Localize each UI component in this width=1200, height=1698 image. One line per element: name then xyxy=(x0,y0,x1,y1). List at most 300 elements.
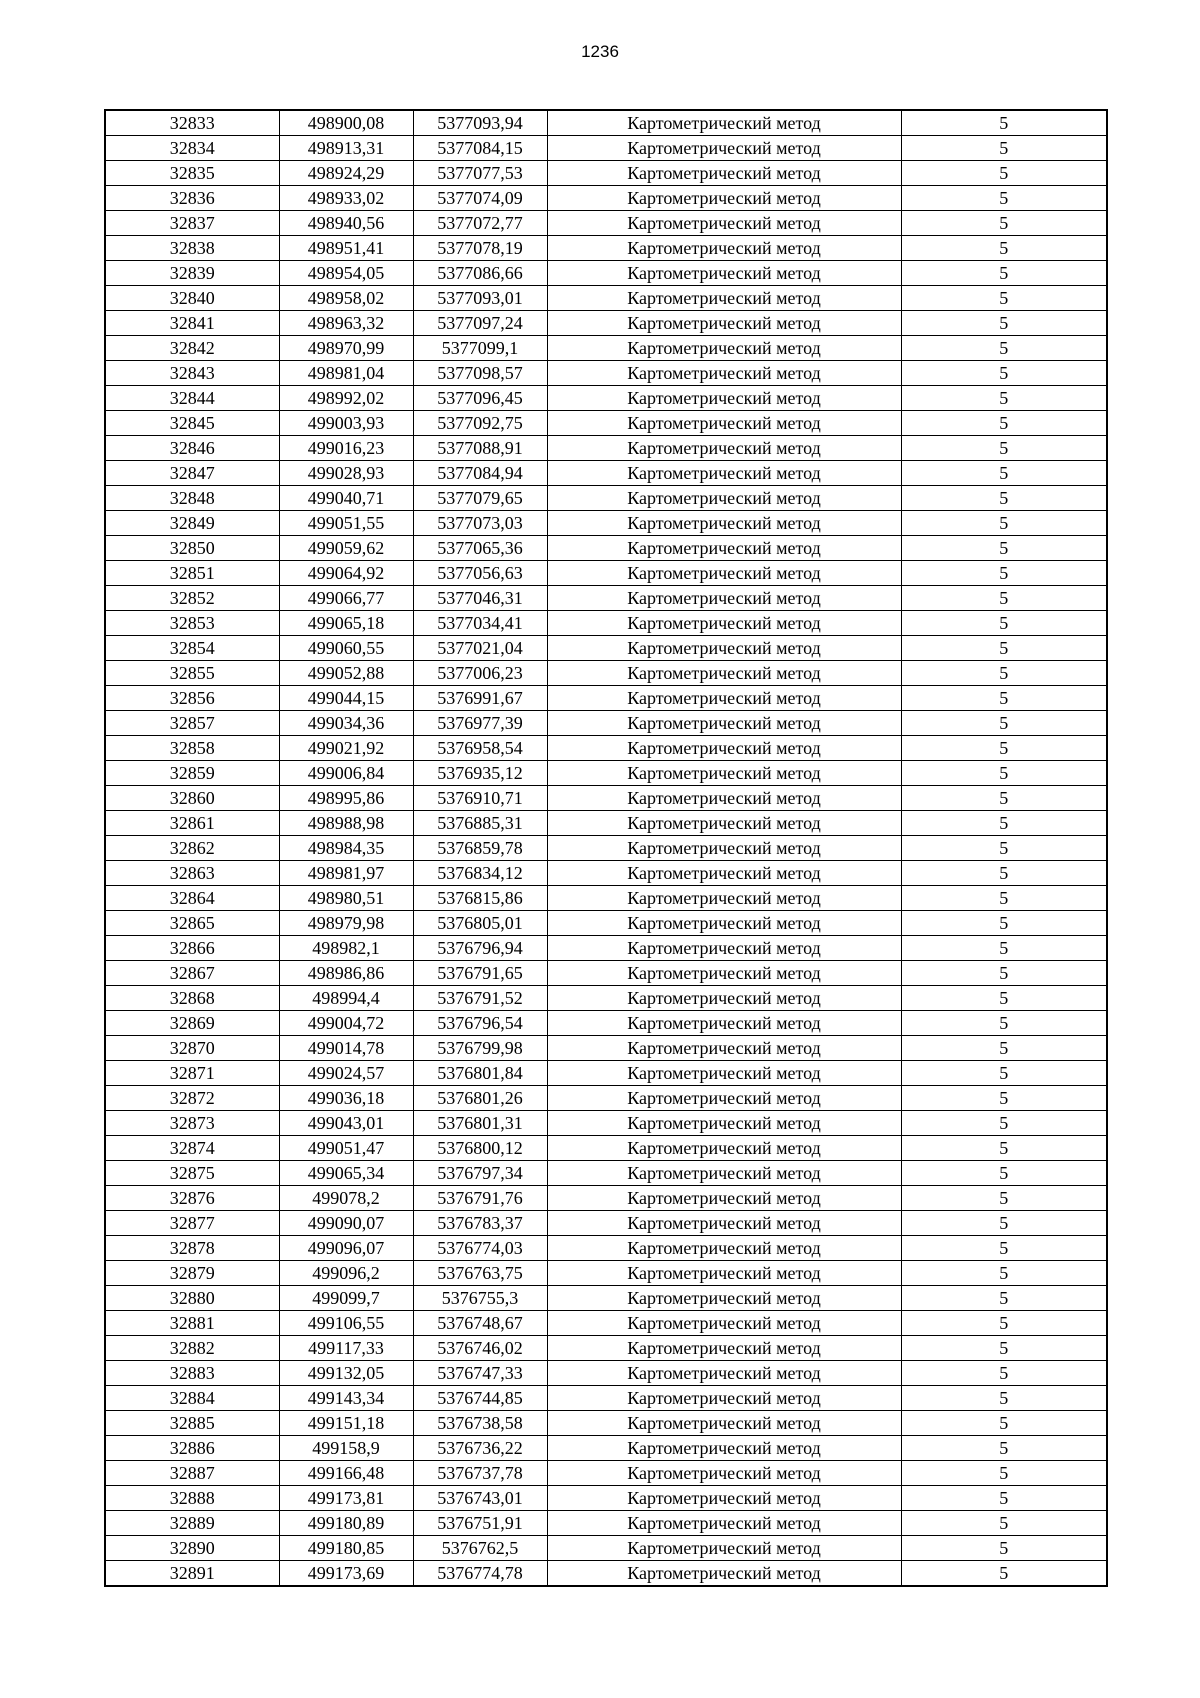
x-coordinate-cell: 499044,15 xyxy=(279,686,413,711)
table-row xyxy=(105,1036,1107,1061)
x-coordinate-cell: 498994,4 xyxy=(279,986,413,1011)
x-coordinate-cell: 498933,02 xyxy=(279,186,413,211)
table-row xyxy=(105,1286,1107,1311)
y-coordinate-cell: 5376991,67 xyxy=(413,686,547,711)
method-cell: Картометрический метод xyxy=(547,911,901,936)
point-number-cell: 32853 xyxy=(105,611,279,636)
method-cell: Картометрический метод xyxy=(547,1511,901,1536)
table-row xyxy=(105,1511,1107,1536)
point-number-cell: 32849 xyxy=(105,511,279,536)
table-row xyxy=(105,1486,1107,1511)
x-coordinate-cell: 498988,98 xyxy=(279,811,413,836)
method-cell: Картометрический метод xyxy=(547,1386,901,1411)
point-number-cell: 32837 xyxy=(105,211,279,236)
point-number-cell: 32867 xyxy=(105,961,279,986)
y-coordinate-cell: 5377093,94 xyxy=(413,110,547,136)
point-number-cell: 32871 xyxy=(105,1061,279,1086)
accuracy-cell: 5 xyxy=(901,786,1107,811)
method-cell: Картометрический метод xyxy=(547,436,901,461)
point-number-cell: 32847 xyxy=(105,461,279,486)
table-row xyxy=(105,436,1107,461)
accuracy-cell: 5 xyxy=(901,411,1107,436)
method-cell: Картометрический метод xyxy=(547,886,901,911)
accuracy-cell: 5 xyxy=(901,1436,1107,1461)
accuracy-cell: 5 xyxy=(901,136,1107,161)
x-coordinate-cell: 498951,41 xyxy=(279,236,413,261)
method-cell: Картометрический метод xyxy=(547,486,901,511)
method-cell: Картометрический метод xyxy=(547,561,901,586)
table-row xyxy=(105,1186,1107,1211)
x-coordinate-cell: 499065,18 xyxy=(279,611,413,636)
table-row xyxy=(105,986,1107,1011)
table-row xyxy=(105,1261,1107,1286)
x-coordinate-cell: 499003,93 xyxy=(279,411,413,436)
table-row xyxy=(105,161,1107,186)
point-number-cell: 32868 xyxy=(105,986,279,1011)
point-number-cell: 32839 xyxy=(105,261,279,286)
x-coordinate-cell: 498992,02 xyxy=(279,386,413,411)
method-cell: Картометрический метод xyxy=(547,1461,901,1486)
table-row xyxy=(105,1061,1107,1086)
y-coordinate-cell: 5376738,58 xyxy=(413,1411,547,1436)
y-coordinate-cell: 5376800,12 xyxy=(413,1136,547,1161)
accuracy-cell: 5 xyxy=(901,636,1107,661)
y-coordinate-cell: 5377056,63 xyxy=(413,561,547,586)
table-row xyxy=(105,1411,1107,1436)
accuracy-cell: 5 xyxy=(901,311,1107,336)
y-coordinate-cell: 5377084,15 xyxy=(413,136,547,161)
x-coordinate-cell: 498986,86 xyxy=(279,961,413,986)
x-coordinate-cell: 499059,62 xyxy=(279,536,413,561)
y-coordinate-cell: 5376799,98 xyxy=(413,1036,547,1061)
method-cell: Картометрический метод xyxy=(547,1561,901,1587)
accuracy-cell: 5 xyxy=(901,1011,1107,1036)
point-number-cell: 32856 xyxy=(105,686,279,711)
accuracy-cell: 5 xyxy=(901,686,1107,711)
y-coordinate-cell: 5377098,57 xyxy=(413,361,547,386)
y-coordinate-cell: 5377077,53 xyxy=(413,161,547,186)
y-coordinate-cell: 5376744,85 xyxy=(413,1386,547,1411)
method-cell: Картометрический метод xyxy=(547,861,901,886)
table-row xyxy=(105,1086,1107,1111)
method-cell: Картометрический метод xyxy=(547,1161,901,1186)
coordinates-table xyxy=(104,109,1108,1587)
y-coordinate-cell: 5377065,36 xyxy=(413,536,547,561)
y-coordinate-cell: 5376774,03 xyxy=(413,1236,547,1261)
point-number-cell: 32851 xyxy=(105,561,279,586)
table-row xyxy=(105,661,1107,686)
y-coordinate-cell: 5377079,65 xyxy=(413,486,547,511)
method-cell: Картометрический метод xyxy=(547,1111,901,1136)
x-coordinate-cell: 499151,18 xyxy=(279,1411,413,1436)
method-cell: Картометрический метод xyxy=(547,186,901,211)
table-row xyxy=(105,536,1107,561)
table-row xyxy=(105,736,1107,761)
accuracy-cell: 5 xyxy=(901,711,1107,736)
accuracy-cell: 5 xyxy=(901,336,1107,361)
point-number-cell: 32879 xyxy=(105,1261,279,1286)
x-coordinate-cell: 499132,05 xyxy=(279,1361,413,1386)
x-coordinate-cell: 499158,9 xyxy=(279,1436,413,1461)
x-coordinate-cell: 499166,48 xyxy=(279,1461,413,1486)
y-coordinate-cell: 5376791,52 xyxy=(413,986,547,1011)
y-coordinate-cell: 5376859,78 xyxy=(413,836,547,861)
method-cell: Картометрический метод xyxy=(547,336,901,361)
accuracy-cell: 5 xyxy=(901,761,1107,786)
table-row xyxy=(105,1311,1107,1336)
y-coordinate-cell: 5376762,5 xyxy=(413,1536,547,1561)
x-coordinate-cell: 499106,55 xyxy=(279,1311,413,1336)
accuracy-cell: 5 xyxy=(901,1336,1107,1361)
y-coordinate-cell: 5377093,01 xyxy=(413,286,547,311)
y-coordinate-cell: 5377046,31 xyxy=(413,586,547,611)
accuracy-cell: 5 xyxy=(901,161,1107,186)
x-coordinate-cell: 498970,99 xyxy=(279,336,413,361)
y-coordinate-cell: 5376751,91 xyxy=(413,1511,547,1536)
y-coordinate-cell: 5376791,76 xyxy=(413,1186,547,1211)
accuracy-cell: 5 xyxy=(901,211,1107,236)
table-row xyxy=(105,836,1107,861)
y-coordinate-cell: 5377072,77 xyxy=(413,211,547,236)
table-row xyxy=(105,110,1107,136)
method-cell: Картометрический метод xyxy=(547,611,901,636)
x-coordinate-cell: 499028,93 xyxy=(279,461,413,486)
accuracy-cell: 5 xyxy=(901,286,1107,311)
point-number-cell: 32890 xyxy=(105,1536,279,1561)
y-coordinate-cell: 5377084,94 xyxy=(413,461,547,486)
table-row xyxy=(105,1536,1107,1561)
x-coordinate-cell: 499099,7 xyxy=(279,1286,413,1311)
point-number-cell: 32873 xyxy=(105,1111,279,1136)
accuracy-cell: 5 xyxy=(901,1161,1107,1186)
table-row xyxy=(105,1336,1107,1361)
point-number-cell: 32882 xyxy=(105,1336,279,1361)
point-number-cell: 32833 xyxy=(105,110,279,136)
accuracy-cell: 5 xyxy=(901,961,1107,986)
x-coordinate-cell: 499024,57 xyxy=(279,1061,413,1086)
x-coordinate-cell: 499036,18 xyxy=(279,1086,413,1111)
table-row xyxy=(105,761,1107,786)
table-row xyxy=(105,1161,1107,1186)
point-number-cell: 32855 xyxy=(105,661,279,686)
x-coordinate-cell: 499014,78 xyxy=(279,1036,413,1061)
x-coordinate-cell: 499021,92 xyxy=(279,736,413,761)
point-number-cell: 32842 xyxy=(105,336,279,361)
y-coordinate-cell: 5377099,1 xyxy=(413,336,547,361)
point-number-cell: 32866 xyxy=(105,936,279,961)
method-cell: Картометрический метод xyxy=(547,736,901,761)
y-coordinate-cell: 5377034,41 xyxy=(413,611,547,636)
accuracy-cell: 5 xyxy=(901,1086,1107,1111)
point-number-cell: 32888 xyxy=(105,1486,279,1511)
method-cell: Картометрический метод xyxy=(547,811,901,836)
method-cell: Картометрический метод xyxy=(547,1211,901,1236)
method-cell: Картометрический метод xyxy=(547,461,901,486)
accuracy-cell: 5 xyxy=(901,1361,1107,1386)
method-cell: Картометрический метод xyxy=(547,161,901,186)
x-coordinate-cell: 498981,04 xyxy=(279,361,413,386)
method-cell: Картометрический метод xyxy=(547,1486,901,1511)
x-coordinate-cell: 499096,2 xyxy=(279,1261,413,1286)
x-coordinate-cell: 498984,35 xyxy=(279,836,413,861)
x-coordinate-cell: 498980,51 xyxy=(279,886,413,911)
point-number-cell: 32862 xyxy=(105,836,279,861)
y-coordinate-cell: 5377096,45 xyxy=(413,386,547,411)
y-coordinate-cell: 5376935,12 xyxy=(413,761,547,786)
method-cell: Картометрический метод xyxy=(547,536,901,561)
x-coordinate-cell: 499065,34 xyxy=(279,1161,413,1186)
point-number-cell: 32834 xyxy=(105,136,279,161)
y-coordinate-cell: 5376958,54 xyxy=(413,736,547,761)
x-coordinate-cell: 499064,92 xyxy=(279,561,413,586)
method-cell: Картометрический метод xyxy=(547,961,901,986)
x-coordinate-cell: 498963,32 xyxy=(279,311,413,336)
x-coordinate-cell: 499117,33 xyxy=(279,1336,413,1361)
y-coordinate-cell: 5376743,01 xyxy=(413,1486,547,1511)
point-number-cell: 32883 xyxy=(105,1361,279,1386)
x-coordinate-cell: 499006,84 xyxy=(279,761,413,786)
table-row xyxy=(105,1461,1107,1486)
point-number-cell: 32869 xyxy=(105,1011,279,1036)
accuracy-cell: 5 xyxy=(901,936,1107,961)
x-coordinate-cell: 499016,23 xyxy=(279,436,413,461)
x-coordinate-cell: 499143,34 xyxy=(279,1386,413,1411)
method-cell: Картометрический метод xyxy=(547,511,901,536)
accuracy-cell: 5 xyxy=(901,511,1107,536)
point-number-cell: 32887 xyxy=(105,1461,279,1486)
x-coordinate-cell: 498982,1 xyxy=(279,936,413,961)
point-number-cell: 32857 xyxy=(105,711,279,736)
y-coordinate-cell: 5376834,12 xyxy=(413,861,547,886)
accuracy-cell: 5 xyxy=(901,861,1107,886)
point-number-cell: 32872 xyxy=(105,1086,279,1111)
point-number-cell: 32852 xyxy=(105,586,279,611)
y-coordinate-cell: 5376736,22 xyxy=(413,1436,547,1461)
accuracy-cell: 5 xyxy=(901,386,1107,411)
page-number: 1236 xyxy=(581,42,619,61)
accuracy-cell: 5 xyxy=(901,836,1107,861)
accuracy-cell: 5 xyxy=(901,986,1107,1011)
method-cell: Картометрический метод xyxy=(547,1086,901,1111)
accuracy-cell: 5 xyxy=(901,736,1107,761)
y-coordinate-cell: 5376796,54 xyxy=(413,1011,547,1036)
table-row xyxy=(105,686,1107,711)
point-number-cell: 32859 xyxy=(105,761,279,786)
y-coordinate-cell: 5377073,03 xyxy=(413,511,547,536)
table-row xyxy=(105,1386,1107,1411)
accuracy-cell: 5 xyxy=(901,1511,1107,1536)
y-coordinate-cell: 5377021,04 xyxy=(413,636,547,661)
point-number-cell: 32838 xyxy=(105,236,279,261)
x-coordinate-cell: 499051,55 xyxy=(279,511,413,536)
method-cell: Картометрический метод xyxy=(547,686,901,711)
accuracy-cell: 5 xyxy=(901,536,1107,561)
method-cell: Картометрический метод xyxy=(547,311,901,336)
table-row xyxy=(105,461,1107,486)
method-cell: Картометрический метод xyxy=(547,1286,901,1311)
method-cell: Картометрический метод xyxy=(547,786,901,811)
method-cell: Картометрический метод xyxy=(547,836,901,861)
x-coordinate-cell: 498900,08 xyxy=(279,110,413,136)
x-coordinate-cell: 499173,81 xyxy=(279,1486,413,1511)
point-number-cell: 32864 xyxy=(105,886,279,911)
accuracy-cell: 5 xyxy=(901,1461,1107,1486)
y-coordinate-cell: 5376774,78 xyxy=(413,1561,547,1587)
point-number-cell: 32886 xyxy=(105,1436,279,1461)
point-number-cell: 32836 xyxy=(105,186,279,211)
table-row xyxy=(105,1211,1107,1236)
table-row xyxy=(105,136,1107,161)
x-coordinate-cell: 499180,85 xyxy=(279,1536,413,1561)
table-row xyxy=(105,1111,1107,1136)
table-row xyxy=(105,961,1107,986)
x-coordinate-cell: 499066,77 xyxy=(279,586,413,611)
table-row xyxy=(105,1236,1107,1261)
table-row xyxy=(105,186,1107,211)
method-cell: Картометрический метод xyxy=(547,411,901,436)
x-coordinate-cell: 499078,2 xyxy=(279,1186,413,1211)
point-number-cell: 32840 xyxy=(105,286,279,311)
accuracy-cell: 5 xyxy=(901,661,1107,686)
y-coordinate-cell: 5376977,39 xyxy=(413,711,547,736)
x-coordinate-cell: 498940,56 xyxy=(279,211,413,236)
method-cell: Картометрический метод xyxy=(547,1186,901,1211)
y-coordinate-cell: 5377086,66 xyxy=(413,261,547,286)
table-row xyxy=(105,1561,1107,1587)
y-coordinate-cell: 5376801,31 xyxy=(413,1111,547,1136)
y-coordinate-cell: 5376747,33 xyxy=(413,1361,547,1386)
method-cell: Картометрический метод xyxy=(547,711,901,736)
accuracy-cell: 5 xyxy=(901,1536,1107,1561)
x-coordinate-cell: 499173,69 xyxy=(279,1561,413,1587)
accuracy-cell: 5 xyxy=(901,1211,1107,1236)
method-cell: Картометрический метод xyxy=(547,386,901,411)
method-cell: Картометрический метод xyxy=(547,1336,901,1361)
method-cell: Картометрический метод xyxy=(547,1411,901,1436)
table-row xyxy=(105,286,1107,311)
table-row xyxy=(105,911,1107,936)
y-coordinate-cell: 5376815,86 xyxy=(413,886,547,911)
table-row xyxy=(105,486,1107,511)
point-number-cell: 32884 xyxy=(105,1386,279,1411)
table-row xyxy=(105,1436,1107,1461)
table-row xyxy=(105,861,1107,886)
point-number-cell: 32874 xyxy=(105,1136,279,1161)
y-coordinate-cell: 5376748,67 xyxy=(413,1311,547,1336)
accuracy-cell: 5 xyxy=(901,1136,1107,1161)
y-coordinate-cell: 5377097,24 xyxy=(413,311,547,336)
y-coordinate-cell: 5377092,75 xyxy=(413,411,547,436)
table-row xyxy=(105,886,1107,911)
accuracy-cell: 5 xyxy=(901,110,1107,136)
method-cell: Картометрический метод xyxy=(547,261,901,286)
method-cell: Картометрический метод xyxy=(547,1136,901,1161)
table-row xyxy=(105,336,1107,361)
accuracy-cell: 5 xyxy=(901,1386,1107,1411)
accuracy-cell: 5 xyxy=(901,1036,1107,1061)
y-coordinate-cell: 5376801,84 xyxy=(413,1061,547,1086)
point-number-cell: 32889 xyxy=(105,1511,279,1536)
method-cell: Картометрический метод xyxy=(547,211,901,236)
x-coordinate-cell: 498954,05 xyxy=(279,261,413,286)
x-coordinate-cell: 499096,07 xyxy=(279,1236,413,1261)
y-coordinate-cell: 5377078,19 xyxy=(413,236,547,261)
table-row xyxy=(105,936,1107,961)
method-cell: Картометрический метод xyxy=(547,936,901,961)
accuracy-cell: 5 xyxy=(901,1186,1107,1211)
x-coordinate-cell: 499051,47 xyxy=(279,1136,413,1161)
point-number-cell: 32880 xyxy=(105,1286,279,1311)
x-coordinate-cell: 498924,29 xyxy=(279,161,413,186)
y-coordinate-cell: 5376763,75 xyxy=(413,1261,547,1286)
x-coordinate-cell: 499180,89 xyxy=(279,1511,413,1536)
x-coordinate-cell: 499004,72 xyxy=(279,1011,413,1036)
accuracy-cell: 5 xyxy=(901,486,1107,511)
point-number-cell: 32861 xyxy=(105,811,279,836)
table-row xyxy=(105,1361,1107,1386)
point-number-cell: 32878 xyxy=(105,1236,279,1261)
x-coordinate-cell: 499043,01 xyxy=(279,1111,413,1136)
accuracy-cell: 5 xyxy=(901,1561,1107,1587)
y-coordinate-cell: 5377006,23 xyxy=(413,661,547,686)
x-coordinate-cell: 499090,07 xyxy=(279,1211,413,1236)
accuracy-cell: 5 xyxy=(901,1261,1107,1286)
accuracy-cell: 5 xyxy=(901,361,1107,386)
table-row xyxy=(105,1011,1107,1036)
table-row xyxy=(105,236,1107,261)
accuracy-cell: 5 xyxy=(901,186,1107,211)
table-row xyxy=(105,361,1107,386)
point-number-cell: 32860 xyxy=(105,786,279,811)
accuracy-cell: 5 xyxy=(901,1286,1107,1311)
y-coordinate-cell: 5376796,94 xyxy=(413,936,547,961)
method-cell: Картометрический метод xyxy=(547,1011,901,1036)
method-cell: Картометрический метод xyxy=(547,1061,901,1086)
table-row xyxy=(105,586,1107,611)
y-coordinate-cell: 5377088,91 xyxy=(413,436,547,461)
point-number-cell: 32891 xyxy=(105,1561,279,1587)
table-row xyxy=(105,611,1107,636)
accuracy-cell: 5 xyxy=(901,1111,1107,1136)
x-coordinate-cell: 498958,02 xyxy=(279,286,413,311)
point-number-cell: 32845 xyxy=(105,411,279,436)
y-coordinate-cell: 5376885,31 xyxy=(413,811,547,836)
y-coordinate-cell: 5376797,34 xyxy=(413,1161,547,1186)
method-cell: Картометрический метод xyxy=(547,1361,901,1386)
method-cell: Картометрический метод xyxy=(547,136,901,161)
y-coordinate-cell: 5376755,3 xyxy=(413,1286,547,1311)
method-cell: Картометрический метод xyxy=(547,986,901,1011)
method-cell: Картометрический метод xyxy=(547,636,901,661)
coordinates-table-body xyxy=(105,110,1107,1586)
accuracy-cell: 5 xyxy=(901,261,1107,286)
method-cell: Картометрический метод xyxy=(547,110,901,136)
y-coordinate-cell: 5377074,09 xyxy=(413,186,547,211)
point-number-cell: 32850 xyxy=(105,536,279,561)
point-number-cell: 32877 xyxy=(105,1211,279,1236)
accuracy-cell: 5 xyxy=(901,586,1107,611)
point-number-cell: 32846 xyxy=(105,436,279,461)
table-row xyxy=(105,786,1107,811)
table-row xyxy=(105,1136,1107,1161)
point-number-cell: 32876 xyxy=(105,1186,279,1211)
x-coordinate-cell: 498979,98 xyxy=(279,911,413,936)
table-row xyxy=(105,311,1107,336)
point-number-cell: 32854 xyxy=(105,636,279,661)
accuracy-cell: 5 xyxy=(901,1411,1107,1436)
y-coordinate-cell: 5376791,65 xyxy=(413,961,547,986)
table-row xyxy=(105,261,1107,286)
